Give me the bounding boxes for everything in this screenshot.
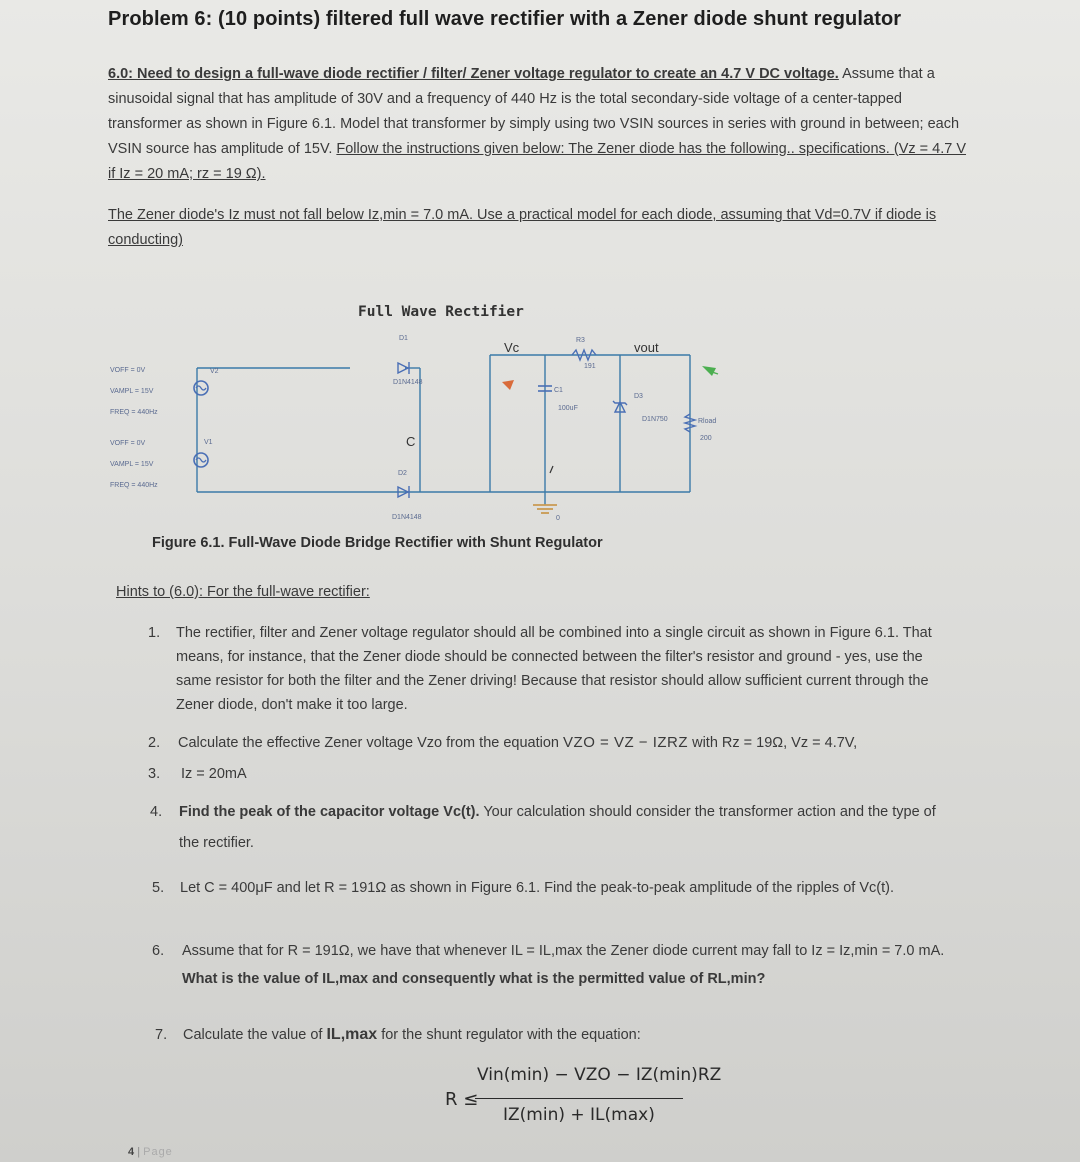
rload-name-label: Rload [698, 418, 717, 425]
vout-node-label: vout [634, 340, 659, 355]
r3-name-label: R3 [576, 337, 585, 344]
page-label: Page [143, 1146, 173, 1158]
r3-value-label: 191 [584, 363, 596, 370]
formula-denominator: IZ(min) + IL(max) [503, 1105, 655, 1125]
d2-part-label: D1N4148 [392, 514, 422, 521]
item-text: with Rz = 19Ω, Vz = 4.7V, [692, 735, 858, 751]
item-text: The rectifier, filter and Zener voltage regulator should all be combined into a single circuit as shown in Figure 6.1. That means, for instance, that the Zener diode should be connected between the filter's resistor and ground - yes, use the same resistor for both the filter and the Zener driving! Because that resistor should allow sufficient current through the Zener diode, don't make it too large. [176, 625, 932, 713]
item-number: 4. [150, 804, 163, 820]
formula-numerator: Vin(min) − VZO − IZ(min)RZ [477, 1065, 722, 1085]
intro-instruction: Follow the instructions given below: The Zener diode has the following.. specifications. (Vz = 4.7 V if Iz = 20 mA; rz = 19 Ω). [108, 141, 967, 182]
v1-name-label: V1 [204, 439, 213, 446]
v2-name-label: V2 [210, 368, 219, 375]
c1-value-label: 100uF [558, 405, 578, 412]
ground-node-label: 0 [556, 515, 560, 522]
item-text: Calculate the effective Zener voltage Vzo from the equation [178, 735, 559, 751]
circuit-schematic [100, 300, 840, 532]
v1-voff-label: VOFF = 0V [110, 440, 146, 447]
d3-part-label: D1N750 [642, 416, 668, 423]
figure-caption: Figure 6.1. Full-Wave Diode Bridge Rectifier with Shunt Regulator [152, 535, 603, 551]
circuit-svg [100, 300, 840, 532]
d1-part-label: D1N4148 [393, 379, 423, 386]
formula-lhs: R ≤ [445, 1089, 479, 1110]
v1-vampl-label: VAMPL = 15V [110, 461, 154, 468]
hints-heading [116, 584, 370, 600]
zener-equation: VZO = VZ − IZRZ [563, 734, 689, 751]
formula-fraction-bar [475, 1098, 683, 1099]
d2-name-label: D2 [398, 470, 407, 477]
intro-lead: 6.0: Need to design a full-wave diode rectifier / filter/ Zener voltage regulator to create an 4.7 V DC voltage. [108, 66, 839, 82]
vc-probe-marker [502, 380, 514, 390]
source-v1 [194, 453, 208, 467]
vc-node-label: Vc [504, 340, 520, 355]
intro-body: Assume that a sinusoidal signal that has amplitude of 30V and a frequency of 440 Hz is the total secondary-side voltage of a center-tapped transformer as shown in Figure 6.1. Model that transformer by simply using two VSIN sources in series with ground in between; each VSIN source has amplitude of 15V. [108, 66, 960, 157]
diode-d1-symbol [398, 362, 409, 374]
vout-probe-marker [702, 366, 716, 376]
item-number: 5. [152, 880, 165, 896]
c1-name-label: C1 [554, 387, 563, 394]
item-number: 2. [148, 735, 161, 751]
item-number: 7. [155, 1027, 168, 1043]
page-footer: 4 | Page [128, 1146, 173, 1158]
ground-icon [533, 505, 557, 513]
v1-freq-label: FREQ = 440Hz [110, 482, 158, 489]
item-text: = 7.0 mA. [881, 943, 945, 959]
item-number: 6. [152, 943, 165, 959]
shunt-resistor-formula [445, 1065, 722, 1135]
intro-paragraph [108, 62, 968, 187]
d3-name-label: D3 [634, 393, 643, 400]
zener-requirement: The Zener diode's Iz must not fall below Iz,min = 7.0 mA. Use a practical model for each diode, assuming that Vd=0.7V if diode is conducting) [108, 207, 937, 248]
v2-voff-label: VOFF = 0V [110, 367, 146, 374]
circuit-title: Full Wave Rectifier [358, 304, 524, 320]
v2-freq-label: FREQ = 440Hz [110, 409, 158, 416]
item-text: for the shunt regulator with the equation: [381, 1027, 641, 1043]
item-number: 3. [148, 766, 161, 782]
source-v2 [194, 381, 208, 395]
c-node-label: C [406, 434, 416, 449]
item-text: Assume that for R = 191Ω, we have that whenever IL = IL,max the Zener diode current may fall to Iz = Iz,min [182, 943, 878, 959]
v2-vampl-label: VAMPL = 15V [110, 388, 154, 395]
rload-value-label: 200 [700, 435, 712, 442]
hints-heading-text: Hints to (6.0): For the full-wave rectifier: [116, 584, 370, 600]
il-max-symbol: IL,max [326, 1026, 378, 1043]
item-text: Your calculation should consider the transformer action and the type of the rectifier. [179, 804, 936, 851]
problem-title: Problem 6: (10 points) filtered full wave rectifier with a Zener diode shunt regulator [108, 8, 902, 30]
item-text: Calculate the value of [183, 1027, 323, 1043]
page-number: 4 [128, 1146, 135, 1158]
item-text-bold: What is the value of IL,max and consequently what is the permitted value of RL,min? [182, 971, 766, 987]
item-text: Let C = 400μF and let R = 191Ω as shown in Figure 6.1. Find the peak-to-peak amplitude of the ripples of Vc(t). [180, 880, 894, 896]
item-text-bold: Find the peak of the capacitor voltage Vc(t). [179, 804, 480, 820]
item-number: 1. [148, 625, 161, 641]
d1-name-label: D1 [399, 335, 408, 342]
item-text: Iz = 20mA [181, 766, 247, 782]
